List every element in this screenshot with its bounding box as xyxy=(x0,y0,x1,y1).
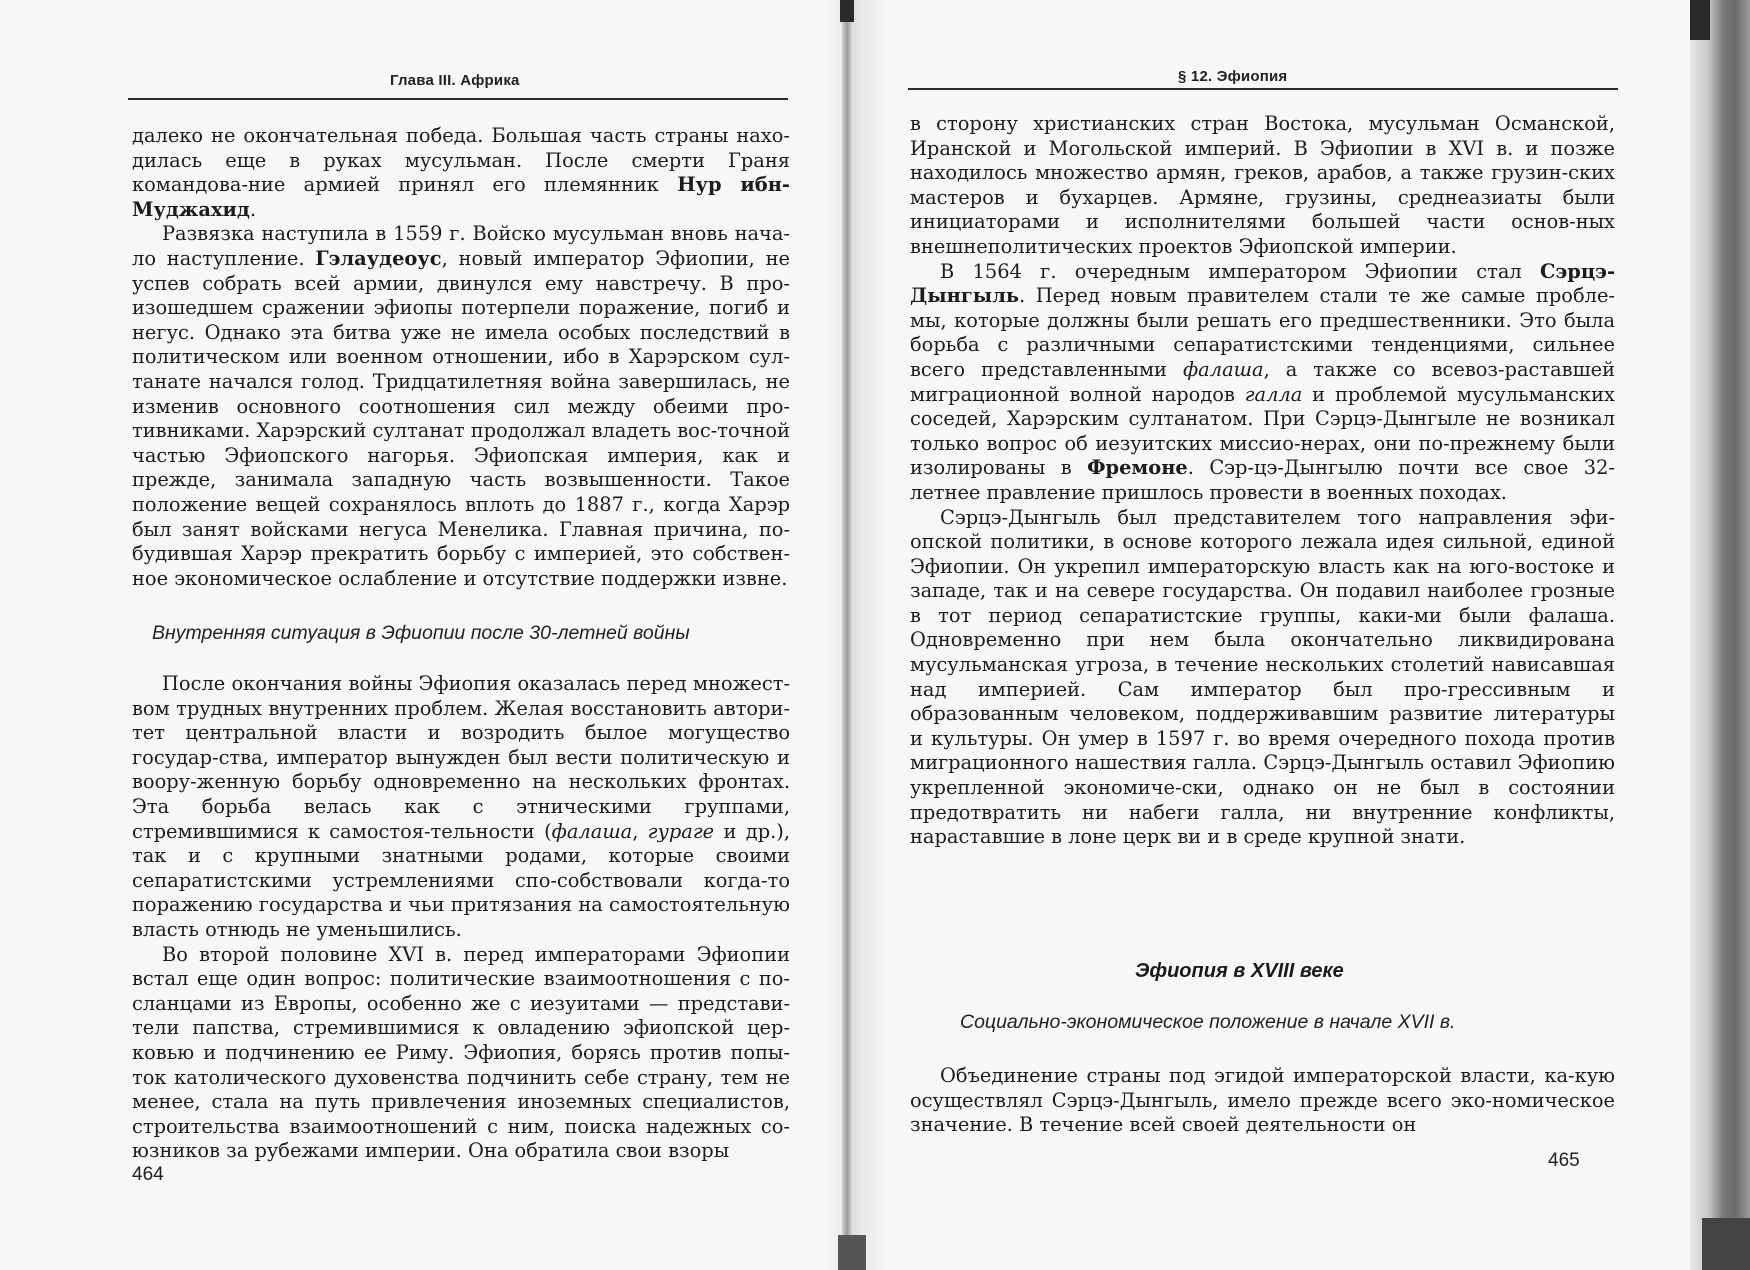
binding-top-mark xyxy=(840,0,854,22)
left-page-number: 464 xyxy=(132,1164,164,1185)
left-header-rule xyxy=(128,98,788,100)
right-paragraph-3: Сэрцэ-Дынгыль был представителем того направления эфи-опской политики, в основе которого лежала идея сильной, единой Эфиопии. Он укрепил императорскую власть как на юго-востоке и западе, так и на севере государства. Он подавил наиболее грозные в тот период сепаратистские группы, каки-ми были фалаша. Одновременно при нем была окончательно ликвидирована мусульманская угроза, в течение нескольких столетий нависавшая над империей. Сам император был про-грессивным и образованным человеком, поддерживавшим развитие литературы и культуры. Он умер в 1597 г. во время очередного похода против миграционного нашествия галла. Сэрцэ-Дынгыль оставил Эфиопию укрепленной экономиче-ски, однако он не был в состоянии предотвратить ни набеги галла, ни внутренние конфликты, нараставшие в лоне церк ви и в среде крупной знати. xyxy=(910,505,1615,849)
right-paragraph-4: Объединение страны под эгидой императорской власти, ка-кую осуществлял Сэрцэ-Дынгыль, имело прежде всего эко-номическое значение. В течение всей своей деятельности он xyxy=(910,1064,1615,1137)
bold-name: Нур ибн-Муджахид xyxy=(132,173,790,221)
binding-strip xyxy=(842,0,852,1270)
left-text-block-1 xyxy=(132,124,790,591)
left-text-block-2 xyxy=(132,672,790,1164)
right-text-block-1 xyxy=(910,112,1615,850)
bold-name: Гэлаудеоус xyxy=(315,246,442,270)
right-page xyxy=(860,0,1750,1270)
left-subheading: Внутренняя ситуация в Эфиопии после 30-летней войны xyxy=(152,622,690,644)
right-header-rule xyxy=(908,88,1618,90)
italic-term: галла xyxy=(1244,382,1303,406)
right-heading: Эфиопия в XVIII веке xyxy=(1135,960,1344,982)
bold-name: Сэрцэ-Дынгыль xyxy=(910,259,1615,308)
left-running-head: Глава III. Африка xyxy=(390,72,520,89)
book-edge xyxy=(1690,0,1750,1270)
left-paragraph-4: Во второй половине XVI в. перед императорами Эфиопии встал еще один вопрос: политические взаимоотношения с по-сланцами из Европы, особенно же с иезуитами — представи-тели папства, стремившимися к овладению эфиопской цер-ковью и подчинению ее Риму. Эфиопия, борясь против попы-ток католического духовенства подчинить себе страну, тем не менее, стала на путь привлечения иноземных специалистов, строительства взаимоотношений с ним, поиска надежных со-юзников за рубежами империи. Она обратила свои взоры xyxy=(132,942,790,1163)
right-paragraph-1: в сторону христианских стран Востока, мусульман Османской, Иранской и Могольской империй. В Эфиопии в XVI в. и позже находилось множество армян, греков, арабов, а также грузин-ских мастеров и бухарцев. Армяне, грузины, среднеазиаты были инициаторами и исполнителями большей части основ-ных внешнеполитических проектов Эфиопской империи. xyxy=(910,112,1615,258)
left-paragraph-1: далеко не окончательная победа. Большая часть страны нахо-дилась еще в руках мусульман. После смерти Граня командова-ние армией принял его племянник Нур ибн-Муджахид. xyxy=(132,124,790,221)
book-edge-bottom-mark xyxy=(1702,1218,1750,1270)
left-paragraph-2: Развязка наступила в 1559 г. Войско мусульман вновь нача-ло наступление. Гэлаудеоус, новый император Эфиопии, не успев собрать всей армии, двинулся ему навстречу. В про-изошедшем сражении эфиопы потерпели поражение, погиб и негус. Однако эта битва уже не имела особых последствий в политическом или военном отношении, ибо в Харэрском сул-танате начался голод. Тридцатилетняя война завершилась, не изменив основного соотношения сил между обеими про-тивниками. Харэрский султанат продолжал владеть вос-точной частью Эфиопского нагорья. Эфиопская империя, как и прежде, занимала западную часть возвышенности. Такое положение вещей сохранялось вплоть до 1887 г., когда Харэр был занят войсками негуса Менелика. Главная причина, по-будившая Харэр прекратить борьбу с империей, это собствен-ное экономическое ослабление и отсутствие поддержки извне. xyxy=(132,222,790,590)
italic-term: фалаша xyxy=(1183,357,1264,381)
right-subheading: Социально-экономическое положение в начале XVII в. xyxy=(960,1011,1456,1033)
left-paragraph-3: После окончания войны Эфиопия оказалась перед множест-вом трудных внутренних проблем. Желая восстановить автори-тет центральной власти и возродить былое могущество государ-ства, император вынужден был вести политическую и воору-женную борьбу одновременно на нескольких фронтах. Эта борьба велась как с этническими группами, стремившимися к самостоя-тельности (фалаша, гураге и др.), так и с крупными знатными родами, которые своими сепаратистскими устремлениями спо-собствовали когда-то поражению государства и чьи притязания на самостоятельную власть отнюдь не уменьшились. xyxy=(132,672,791,941)
right-running-head: § 12. Эфиопия xyxy=(1178,68,1288,85)
italic-term: гураге xyxy=(647,819,715,843)
book-edge-top-mark xyxy=(1690,0,1710,40)
right-paragraph-2: В 1564 г. очередным императором Эфиопии стал Сэрцэ-Дынгыль. Перед новым правителем стали те же самые пробле-мы, которые должны были решать его предшественники. Это была борьба с различными сепаратистскими тенденциями, сильнее всего представленными фалаша, а также со всевоз-раставшей миграционной волной народов галла и проблемой мусульманских соседей, Харэрским султанатом. При Сэрцэ-Дынгыле не возникал только вопрос об иезуитских миссио-нерах, они по-прежнему были изолированы в Фремоне. Сэр-цэ-Дынгылю почти все свое 32-летнее правление пришлось провести в военных походах. xyxy=(910,259,1616,504)
right-text-block-2 xyxy=(910,1064,1615,1138)
bold-name: Фремоне xyxy=(1087,456,1188,480)
left-page xyxy=(0,0,840,1270)
right-page-number: 465 xyxy=(1548,1150,1580,1171)
italic-term: фалаша xyxy=(551,819,633,843)
